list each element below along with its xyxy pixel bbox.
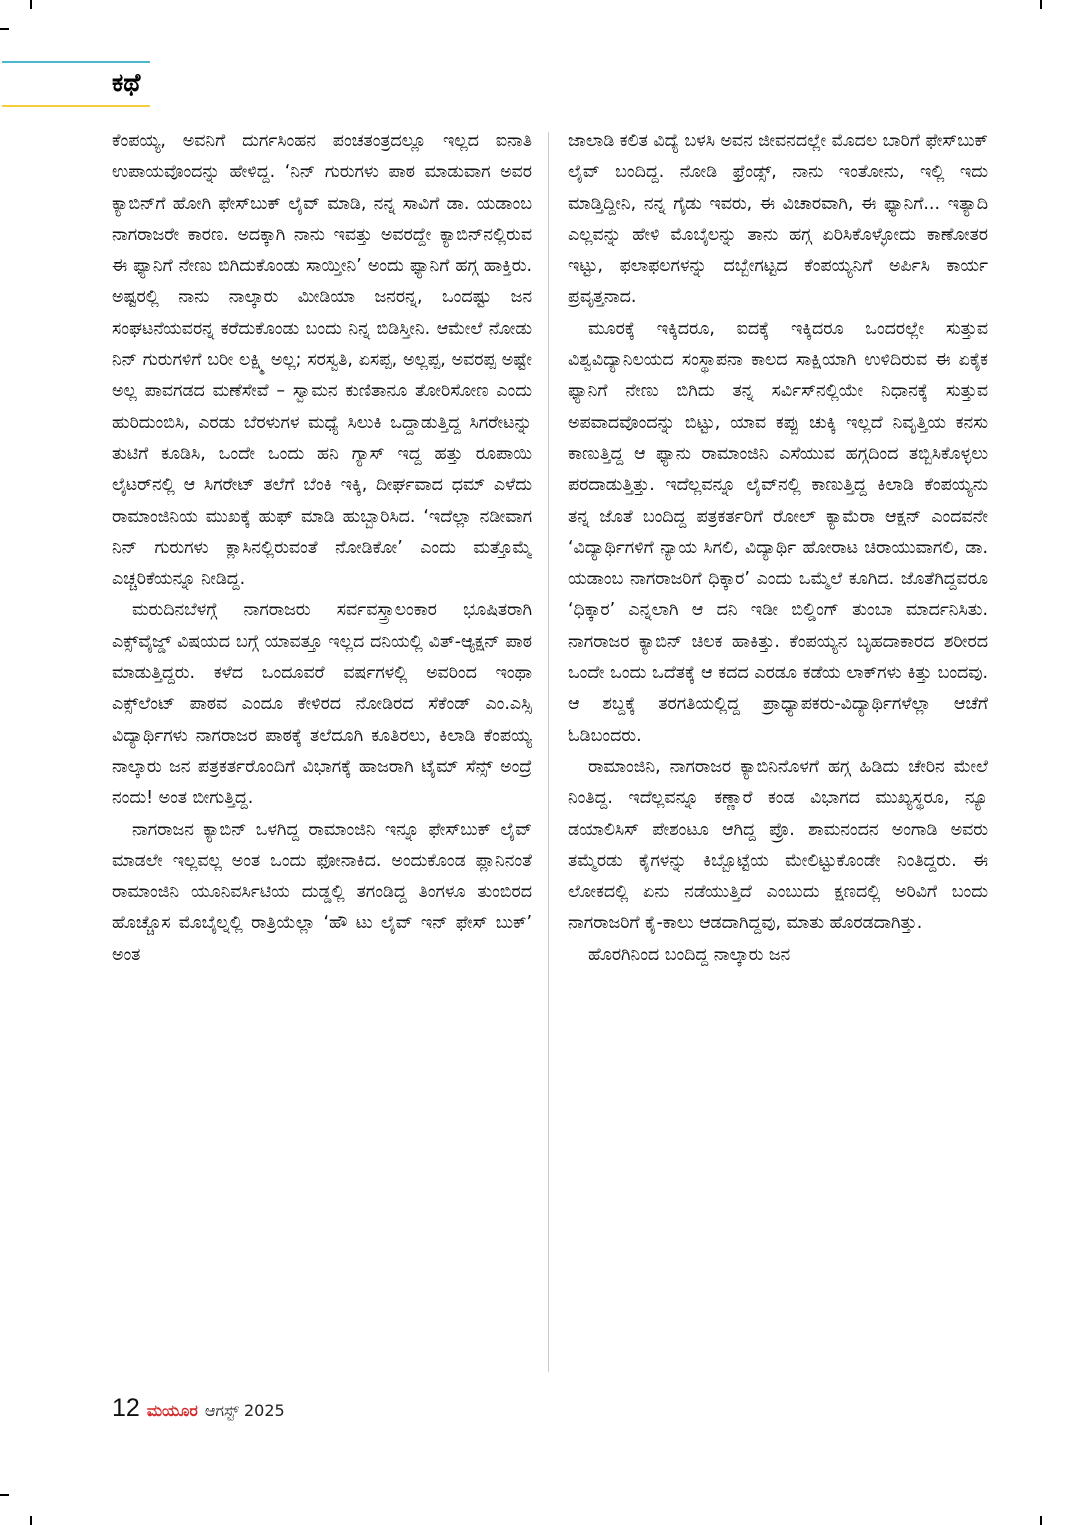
page-footer [112,1394,285,1428]
crop-mark-bottom-right [1040,1516,1042,1525]
issue-date: ಆಗಸ್ಟ್ 2025 [204,1401,285,1420]
paragraph: ಜಾಲಾಡಿ ಕಲಿತ ವಿದ್ಯೆ ಬಳಸಿ ಅವನ ಜೀವನದಲ್ಲೇ ಮೊದಲ ಬಾರಿಗೆ ಫೇಸ್‌ಬುಕ್ ಲೈವ್ ಬಂದಿದ್ದ. ನೋಡಿ ಫ್ರೆಂಡ್ಸ್, ನಾನು ಇಂತೋನು, ಇಲ್ಲಿ ಇದು ಮಾಡ್ತಿದ್ದೀನಿ, ನನ್ನ ಗೈಡು ಇವರು, ಈ ವಿಚಾರವಾಗಿ, ಈ ಫ್ಯಾನಿಗೆ... ಇತ್ಯಾದಿ ಎಲ್ಲವನ್ನು ಹೇಳಿ ಮೊಬೈಲನ್ನು ತಾನು ಹಗ್ಗ ಏರಿಸಿಕೊಳ್ಳೋದು ಕಾಣೋತರ ಇಟ್ಟು, ಫಲಾಫಲಗಳನ್ನು ದಬ್ಬೇಗಟ್ಟದ ಕೆಂಪಯ್ಯನಿಗೆ ಅರ್ಪಿಸಿ ಕಾರ್ಯ ಪ್ರವೃತ್ತನಾದ. [568,131,988,308]
column-divider [548,132,549,1372]
paragraph: ಕೆಂಪಯ್ಯ, ಅವನಿಗೆ ದುರ್ಗಸಿಂಹನ ಪಂಚತಂತ್ರದಲ್ಲೂ ಇಲ್ಲದ ಐನಾತಿ ಉಪಾಯವೊಂದನ್ನು ಹೇಳಿದ್ದ. ‘ನಿನ್ ಗುರುಗಳು ಪಾಠ ಮಾಡುವಾಗ ಅವರ ಕ್ಯಾಬಿನ್‌ಗೆ ಹೋಗಿ ಫೇಸ್‌ಬುಕ್ ಲೈವ್ ಮಾಡಿ, ನನ್ನ ಸಾವಿಗೆ ಡಾ. ಯಡಾಂಬ ನಾಗರಾಜರೇ ಕಾರಣ. ಅದಕ್ಕಾಗಿ ನಾನು ಇವತ್ತು ಅವರದ್ದೇ ಕ್ಯಾಬಿನ್‌ನಲ್ಲಿರುವ ಈ ಫ್ಯಾನಿಗೆ ನೇಣು ಬಿಗಿದುಕೊಂಡು ಸಾಯ್ತೀನಿ’ ಅಂದು ಫ್ಯಾನಿಗೆ ಹಗ್ಗ ಹಾಕ್ತಿರು. ಅಷ್ಟರಲ್ಲಿ ನಾನು ನಾಲ್ಕಾರು ಮೀಡಿಯಾ ಜನರನ್ನ, ಒಂದಷ್ಟು ಜನ ಸಂಘಟನೆಯವರನ್ನ ಕರೆದುಕೊಂಡು ಬಂದು ನಿನ್ನ ಬಿಡಿಸ್ತೀನಿ. ಆಮೇಲೆ ನೋಡು ನಿನ್ ಗುರುಗಳಿಗೆ ಬರೀ ಲಕ್ಷ್ಮಿ ಅಲ್ಲ; ಸರಸ್ವತಿ, ಏಸಪ್ಪ, ಅಲ್ಲಪ್ಪ, ಅವರಪ್ಪ ಅಷ್ಟೇ ಅಲ್ಲ ಪಾವಗಡದ ಮಣೆಸೇವೆ – ಸ್ವಾಮನ ಕುಣಿತಾನೂ ತೋರಿಸೋಣ ಎಂದು ಹುರಿದುಂಬಿಸಿ, ಎರಡು ಬೆರಳುಗಳ ಮಧ್ಯೆ ಸಿಲುಕಿ ಒದ್ದಾಡುತ್ತಿದ್ದ ಸಿಗರೇಟನ್ನು ತುಟಿಗೆ ಕೂಡಿಸಿ, ಒಂದೇ ಒಂದು ಹನಿ ಗ್ಯಾಸ್ ಇದ್ದ ಹತ್ತು ರೂಪಾಯಿ ಲೈಟರ್‌ನಲ್ಲಿ ಆ ಸಿಗರೇಟ್ ತಲೆಗೆ ಬೆಂಕಿ ಇಕ್ಕಿ, ದೀರ್ಘವಾದ ಧಮ್ ಎಳೆದು ರಾಮಾಂಜಿನಿಯ ಮುಖಕ್ಕೆ ಹುಫ್ ಮಾಡಿ ಹುಬ್ಬಾರಿಸಿದ. ‘ಇದೆಲ್ಲಾ ನಡೀವಾಗ ನಿನ್ ಗುರುಗಳು ಕ್ಲಾಸಿನಲ್ಲಿರುವಂತೆ ನೋಡಿಕೋ’ ಎಂದು ಮತ್ತೊಮ್ಮೆ ಎಚ್ಚರಿಕೆಯನ್ನೂ ನೀಡಿದ್ದ. [112,131,532,590]
crop-mark-left-upper [0,28,9,30]
crop-mark-top-right [1040,0,1042,9]
crop-mark-left-lower [0,1494,9,1496]
article-column-right [568,126,988,1380]
magazine-logo: ಮಯೂರ [146,1401,198,1420]
header-bottom-rule [2,105,150,107]
crop-mark-bottom-left [30,1516,32,1525]
header-top-rule [2,61,150,63]
paragraph: ಹೊರಗಿನಿಂದ ಬಂದಿದ್ದ ನಾಲ್ಕಾರು ಜನ [588,944,791,965]
paragraph: ಮೂರಕ್ಕೆ ಇಕ್ಕಿದರೂ, ಐದಕ್ಕೆ ಇಕ್ಕಿದರೂ ಒಂದರಲ್ಲೇ ಸುತ್ತುವ ವಿಶ್ವವಿದ್ಯಾನಿಲಯದ ಸಂಸ್ಥಾಪನಾ ಕಾಲದ ಸಾಕ್ಷಿಯಾಗಿ ಉಳಿದಿರುವ ಈ ಏಕೈಕ ಫ್ಯಾನಿಗೆ ನೇಣು ಬಿಗಿದು ತನ್ನ ಸರ್ವಿಸ್‌ನಲ್ಲಿಯೇ ನಿಧಾನಕ್ಕೆ ಸುತ್ತುವ ಅಪವಾದವೊಂದನ್ನು ಬಿಟ್ಟು, ಯಾವ ಕಪ್ಪು ಚುಕ್ಕಿ ಇಲ್ಲದೆ ನಿವೃತ್ತಿಯ ಕನಸು ಕಾಣುತ್ತಿದ್ದ ಆ ಫ್ಯಾನು ರಾಮಾಂಜಿನಿ ಎಸೆಯುವ ಹಗ್ಗದಿಂದ ತಬ್ಬಿಸಿಕೊಳ್ಳಲು ಪರದಾಡುತ್ತಿತ್ತು. ಇದೆಲ್ಲವನ್ನೂ ಲೈವ್‌ನಲ್ಲಿ ಕಾಣುತ್ತಿದ್ದ ಕಿಲಾಡಿ ಕೆಂಪಯ್ಯನು ತನ್ನ ಜೊತೆ ಬಂದಿದ್ದ ಪತ್ರಕರ್ತರಿಗೆ ರೋಲ್ ಕ್ಯಾಮೆರಾ ಆಕ್ಷನ್ ಎಂದವನೇ ‘ವಿದ್ಯಾರ್ಥಿಗಳಿಗೆ ನ್ಯಾಯ ಸಿಗಲಿ, ವಿದ್ಯಾರ್ಥಿ ಹೋರಾಟ ಚಿರಾಯುವಾಗಲಿ, ಡಾ. ಯಡಾಂಬ ನಾಗರಾಜರಿಗೆ ಧಿಕ್ಕಾರ’ ಎಂದು ಒಮ್ಮೆಲೆ ಕೂಗಿದ. ಜೊತೆಗಿದ್ದವರೂ ‘ಧಿಕ್ಕಾರ’ ಎನ್ನಲಾಗಿ ಆ ದನಿ ಇಡೀ ಬಿಲ್ಡಿಂಗ್ ತುಂಬಾ ಮಾರ್ದನಿಸಿತು. ನಾಗರಾಜರ ಕ್ಯಾಬಿನ್ ಚಿಲಕ ಹಾಕಿತ್ತು. ಕೆಂಪಯ್ಯನ ಬೃಹದಾಕಾರದ ಶರೀರದ ಒಂದೇ ಒಂದು ಒದೆತಕ್ಕೆ ಆ ಕದದ ಎರಡೂ ಕಡೆಯ ಲಾಕ್‌ಗಳು ಕಿತ್ತು ಬಂದವು. ಆ ಶಬ್ದಕ್ಕೆ ತರಗತಿಯಲ್ಲಿದ್ದ ಪ್ರಾಧ್ಯಾಪಕರು-ವಿದ್ಯಾರ್ಥಿಗಳೆಲ್ಲಾ ಆಚೆಗೆ ಓಡಿಬಂದರು. [568,318,988,746]
page-number: 12 [112,1394,140,1422]
crop-mark-top-left [30,0,32,9]
section-title: ಕಥೆ [112,68,141,97]
paragraph: ಮರುದಿನಬೆಳಗ್ಗೆ ನಾಗರಾಜರು ಸರ್ವವಸ್ತ್ರಾಲಂಕಾರ ಭೂಷಿತರಾಗಿ ಎಕ್ಸ್‌ವೈಜ್ಡ್ ವಿಷಯದ ಬಗ್ಗೆ ಯಾವತ್ತೂ ಇಲ್ಲದ ದನಿಯಲ್ಲಿ ವಿತ್-ಆ್ಯಕ್ಷನ್ ಪಾಠ ಮಾಡುತ್ತಿದ್ದರು. ಕಳೆದ ಒಂದೂವರೆ ವರ್ಷಗಳಲ್ಲಿ ಅವರಿಂದ ಇಂಥಾ ಎಕ್ಸ್‌ಲೆಂಟ್ ಪಾಠವ ಎಂದೂ ಕೇಳಿರದ ನೋಡಿರದ ಸೆಕೆಂಡ್ ಎಂ.ಎಸ್ಸಿ ವಿದ್ಯಾರ್ಥಿಗಳು ನಾಗರಾಜರ ಪಾಠಕ್ಕೆ ತಲೆದೂಗಿ ಕೂತಿರಲು, ಕಿಲಾಡಿ ಕೆಂಪಯ್ಯ ನಾಲ್ಕಾರು ಜನ ಪತ್ರಕರ್ತರೊಂದಿಗೆ ವಿಭಾಗಕ್ಕೆ ಹಾಜರಾಗಿ ಟೈಮ್ ಸೆನ್ಸ್ ಅಂದ್ರೆ ನಂದು! ಅಂತ ಬೀಗುತ್ತಿದ್ದ. [112,600,532,809]
article-column-left [112,126,532,1380]
section-header [0,58,150,110]
paragraph: ನಾಗರಾಜನ ಕ್ಯಾಬಿನ್ ಒಳಗಿದ್ದ ರಾಮಾಂಜಿನಿ ಇನ್ನೂ ಫೇಸ್‌ಬುಕ್ ಲೈವ್ ಮಾಡಲೇ ಇಲ್ಲವಲ್ಲ ಅಂತ ಒಂದು ಫೋನಾಕಿದ. ಅಂದುಕೊಂಡ ಪ್ಲಾನಿನಂತೆ ರಾಮಾಂಜಿನಿ ಯೂನಿವರ್ಸಿಟಿಯ ದುಡ್ಡಲ್ಲಿ ತಗಂಡಿದ್ದ ತಿಂಗಳೂ ತುಂಬಿರದ ಹೊಚ್ಚೊಸ ಮೊಬೈಲ್ನಲ್ಲಿ ರಾತ್ರಿಯೆಲ್ಲಾ ‘ಹೌ ಟು ಲೈವ್ ಇನ್ ಫೇಸ್ ಬುಕ್’ ಅಂತ [112,819,532,965]
paragraph: ರಾಮಾಂಜಿನಿ, ನಾಗರಾಜರ ಕ್ಯಾಬಿನಿನೊಳಗೆ ಹಗ್ಗ ಹಿಡಿದು ಚೇರಿನ ಮೇಲೆ ನಿಂತಿದ್ದ. ಇದೆಲ್ಲವನ್ನೂ ಕಣ್ಣಾರೆ ಕಂಡ ವಿಭಾಗದ ಮುಖ್ಯಸ್ಥರೂ, ನ್ಯೂ ಡಯಾಲಿಸಿಸ್ ಪೇಶಂಟೂ ಆಗಿದ್ದ ಪ್ರೊ. ಶಾಮನಂದನ ಅಂಗಾಡಿ ಅವರು ತಮ್ಮೆರಡು ಕೈಗಳನ್ನು ಕಿಬ್ಬೊಟ್ಟೆಯ ಮೇಲಿಟ್ಟುಕೊಂಡೇ ನಿಂತಿದ್ದರು. ಈ ಲೋಕದಲ್ಲಿ ಏನು ನಡೆಯುತ್ತಿದೆ ಎಂಬುದು ಕ್ಷಣದಲ್ಲಿ ಅರಿವಿಗೆ ಬಂದು ನಾಗರಾಜರಿಗೆ ಕೈ-ಕಾಲು ಆಡದಾಗಿದ್ದವು, ಮಾತು ಹೊರಡದಾಗಿತ್ತು. [568,756,988,934]
